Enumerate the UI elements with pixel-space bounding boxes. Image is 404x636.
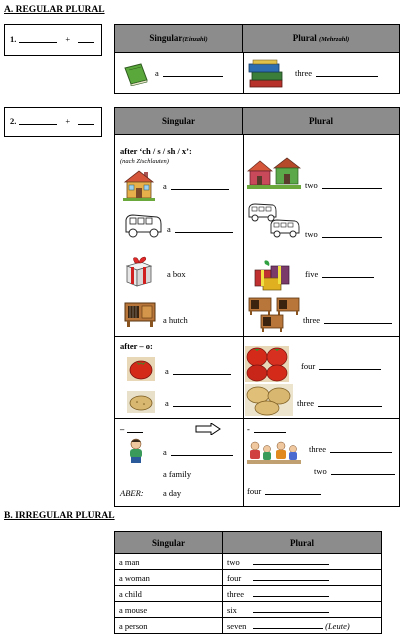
header-singular: Singular(Einzahl) [115, 25, 243, 53]
group1-subtitle: (nach Zischlauten) [120, 158, 169, 165]
answer-blank[interactable] [175, 225, 233, 233]
section-a-heading: A. REGULAR PLURAL [4, 5, 105, 15]
right-dash: - [247, 424, 250, 434]
bus-icon [123, 212, 163, 240]
table-row: a person seven (Leute) [115, 618, 382, 634]
answer-blank[interactable] [253, 573, 329, 581]
house-icon [123, 168, 155, 202]
answer-blank[interactable] [253, 621, 323, 629]
box-item: a box [167, 269, 186, 279]
regular-plural-table-2: Singular Plural after ‘ch / s / sh / x’: (nach Zischlauten) a two a two a box five a hutch three after – o: a four a three – - a a family ABER: a day three two four [114, 107, 400, 507]
potatoes-icon [245, 384, 293, 416]
tomato-icon [127, 357, 155, 381]
ending-blank[interactable] [254, 425, 286, 433]
hutches-icon [247, 296, 301, 332]
singular-blank[interactable] [163, 69, 223, 77]
tomatoes-icon [245, 346, 289, 382]
header-plural: Plural [243, 108, 399, 135]
answer-blank[interactable] [171, 182, 229, 190]
gift-boxes-icon [253, 258, 293, 292]
plural-item: three [295, 68, 312, 78]
answer-blank[interactable] [322, 181, 382, 189]
aber-label: ABER: [120, 488, 144, 498]
answer-blank[interactable] [173, 367, 231, 375]
arrow-right-icon [195, 423, 221, 435]
answer-blank[interactable] [253, 605, 329, 613]
rule-number: 1. [10, 34, 17, 44]
rule-blank-2[interactable] [78, 35, 94, 43]
buses-icon [247, 202, 301, 240]
table-row: a child three [115, 586, 382, 602]
singular-item: a [155, 68, 159, 78]
answer-blank[interactable] [318, 399, 382, 407]
header-singular: Singular [115, 532, 223, 554]
answer-blank[interactable] [322, 270, 374, 278]
table-row: a mouse six [115, 602, 382, 618]
plus-sign: + [65, 116, 71, 126]
answer-blank[interactable] [322, 230, 382, 238]
group2-title: after – o: [120, 341, 153, 351]
section-b-heading: B. IRREGULAR PLURAL [4, 511, 115, 521]
table-row: a man two [115, 554, 382, 570]
header-plural: Plural (Mehrzahl) [243, 25, 399, 53]
rule-blank-1[interactable] [19, 117, 57, 125]
ending-blank[interactable] [127, 425, 143, 433]
irregular-plural-table [114, 531, 382, 634]
answer-blank[interactable] [331, 467, 395, 475]
family-icon [125, 438, 147, 464]
plus-sign: + [65, 34, 71, 44]
header-plural: Plural [223, 532, 382, 554]
gift-box-icon [123, 254, 155, 288]
leute-note: (Leute) [325, 620, 350, 631]
left-dash: – [120, 424, 125, 434]
answer-blank[interactable] [324, 316, 392, 324]
families-icon [247, 440, 301, 468]
rule-box-2 [4, 107, 102, 137]
books-stack-icon [247, 59, 285, 89]
rule-number: 2. [10, 116, 17, 126]
hutch-item: a hutch [163, 315, 188, 325]
answer-blank[interactable] [265, 487, 321, 495]
rule-blank-1[interactable] [19, 35, 57, 43]
plural-blank[interactable] [316, 69, 378, 77]
family-item: a family [163, 469, 192, 479]
hutch-icon [123, 300, 157, 328]
answer-blank[interactable] [171, 448, 233, 456]
answer-blank[interactable] [319, 362, 381, 370]
rule-box-1 [4, 24, 102, 56]
answer-blank[interactable] [253, 589, 329, 597]
regular-plural-table [114, 24, 400, 94]
day-item: a day [163, 488, 182, 498]
table-row: a woman four [115, 570, 382, 586]
rule-blank-2[interactable] [78, 117, 94, 125]
answer-blank[interactable] [173, 399, 231, 407]
book-icon [123, 62, 149, 86]
group1-title: after ‘ch / s / sh / x’: [120, 146, 192, 156]
answer-blank[interactable] [253, 557, 329, 565]
potato-icon [127, 391, 155, 413]
houses-icon [247, 156, 301, 190]
header-singular: Singular [115, 108, 243, 135]
answer-blank[interactable] [330, 445, 392, 453]
